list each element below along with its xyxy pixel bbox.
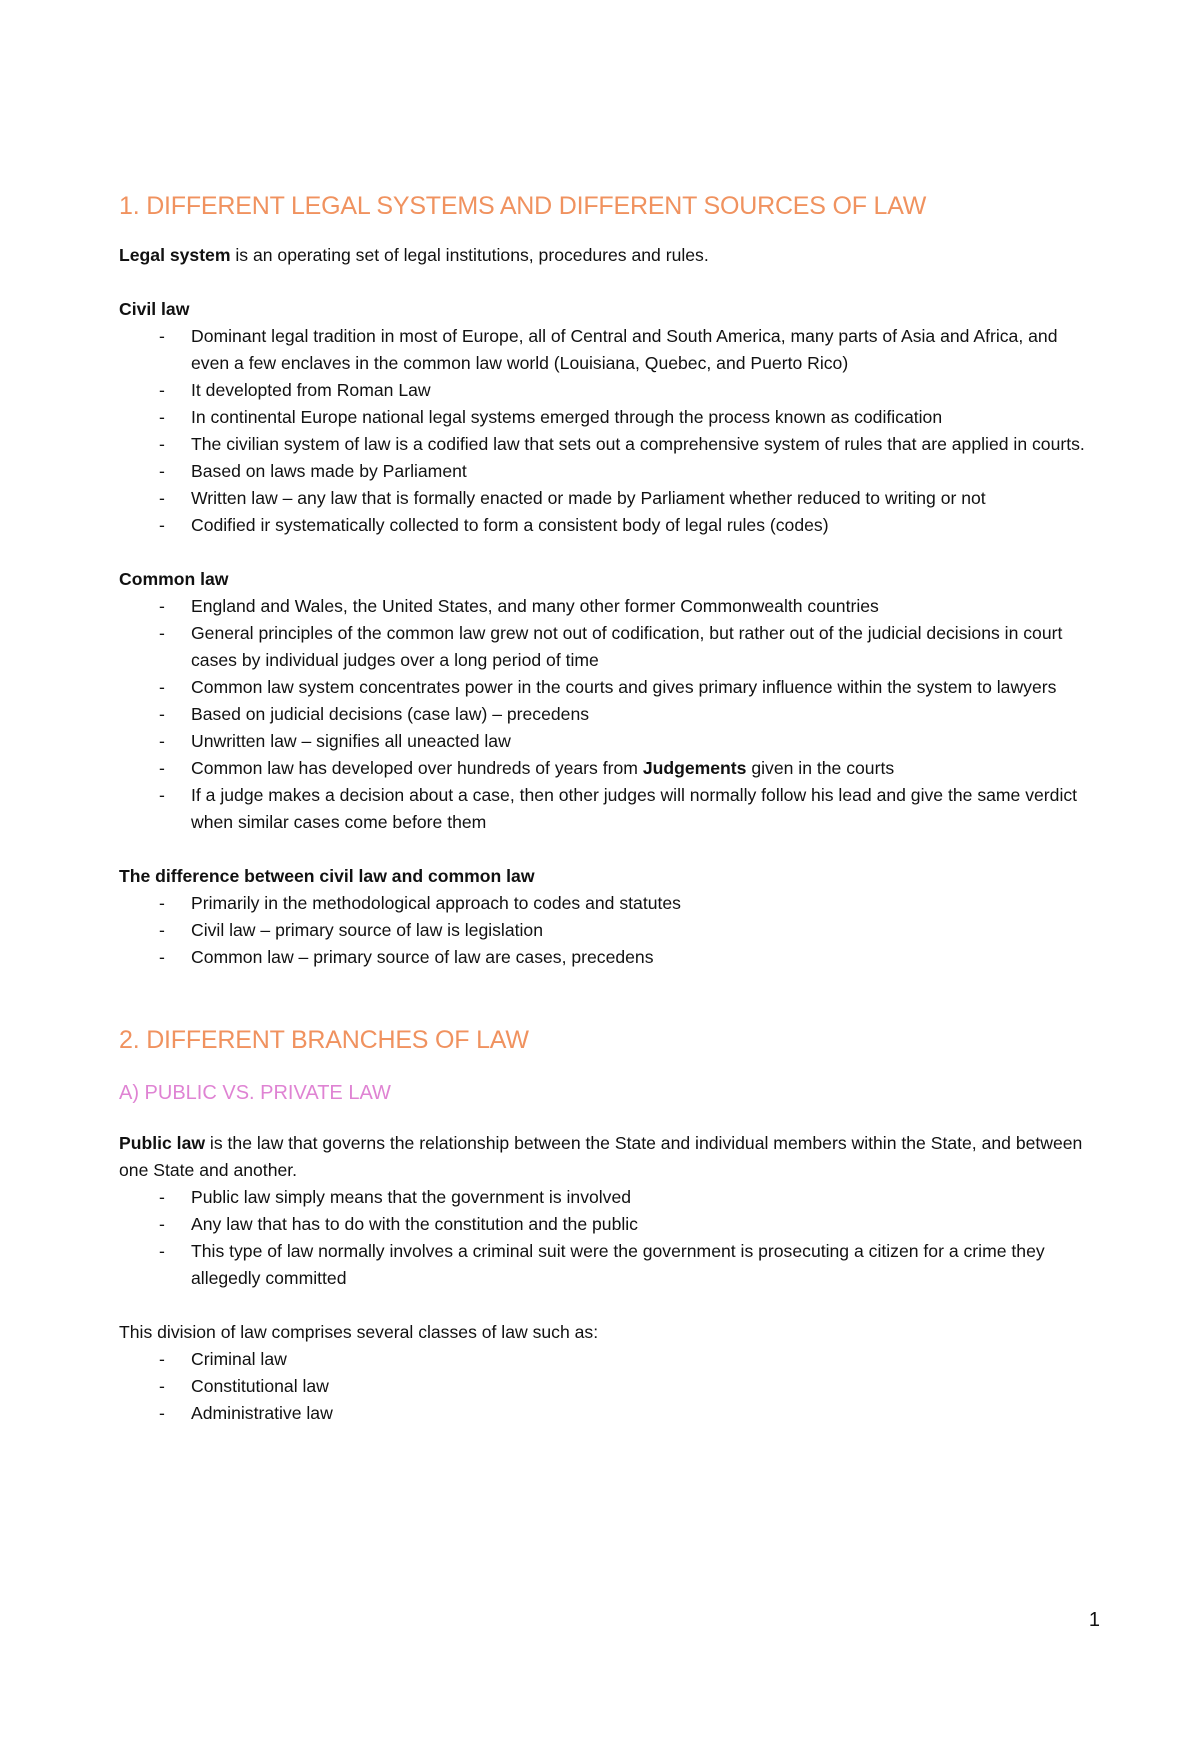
list-item: - This type of law normally involves a criminal suit were the government is prosecuting a citizen for a crime they allegedly committed bbox=[119, 1238, 1099, 1292]
list-item: - Primarily in the methodological approach to codes and statutes bbox=[119, 890, 1099, 917]
page-number: 1 bbox=[1088, 1609, 1100, 1631]
legal-system-term: Legal system bbox=[119, 245, 231, 265]
list-item-text: given in the courts bbox=[746, 758, 895, 778]
section-1-heading: 1. DIFFERENT LEGAL SYSTEMS AND DIFFERENT SOURCES OF LAW bbox=[119, 192, 927, 220]
subsection-a-heading: A) PUBLIC VS. PRIVATE LAW bbox=[119, 1082, 391, 1104]
public-law-definition-text: is the law that governs the relationship between the State and individual members within the State, and between one State and another. bbox=[119, 1133, 1083, 1180]
list-item: - Constitutional law bbox=[119, 1373, 1099, 1400]
list-item: - Criminal law bbox=[119, 1346, 1099, 1373]
list-item: - It developted from Roman Law bbox=[119, 377, 1099, 404]
list-item: - In continental Europe national legal systems emerged through the process known as codification bbox=[119, 404, 1099, 431]
difference-heading: The difference between civil law and common law bbox=[119, 866, 535, 886]
list-item bbox=[119, 755, 1099, 782]
list-item: - Civil law – primary source of law is legislation bbox=[119, 917, 1099, 944]
judgements-term: Judgements bbox=[642, 758, 747, 778]
list-item: - Common law system concentrates power in the courts and gives primary influence within the system to lawyers bbox=[119, 674, 1099, 701]
common-law-heading: Common law bbox=[119, 569, 229, 589]
list-item: - Administrative law bbox=[119, 1400, 1099, 1427]
legal-system-definition bbox=[119, 242, 1099, 269]
list-item: - England and Wales, the United States, and many other former Commonwealth countries bbox=[119, 593, 1099, 620]
list-item: - The civilian system of law is a codified law that sets out a comprehensive system of rules that are applied in courts. bbox=[119, 431, 1099, 458]
legal-system-definition-text: is an operating set of legal institutions, procedures and rules. bbox=[230, 245, 709, 265]
list-item: - Based on laws made by Parliament bbox=[119, 458, 1099, 485]
civil-law-list bbox=[119, 323, 1099, 539]
list-item: - Any law that has to do with the constitution and the public bbox=[119, 1211, 1099, 1238]
public-law-list bbox=[119, 1184, 1099, 1292]
list-item: - Based on judicial decisions (case law) – precedens bbox=[119, 701, 1099, 728]
list-item: - Written law – any law that is formally enacted or made by Parliament whether reduced to writing or not bbox=[119, 485, 1099, 512]
civil-law-heading: Civil law bbox=[119, 299, 190, 319]
list-item: - Public law simply means that the government is involved bbox=[119, 1184, 1099, 1211]
public-law-definition bbox=[119, 1130, 1099, 1184]
public-law-term: Public law bbox=[119, 1133, 206, 1153]
page-content bbox=[119, 190, 1099, 1427]
difference-list bbox=[119, 890, 1099, 971]
list-item: - Dominant legal tradition in most of Europe, all of Central and South America, many parts of Asia and Africa, and even a few enclaves in the common law world (Louisiana, Quebec, and Puerto Rico) bbox=[119, 323, 1099, 377]
division-list bbox=[119, 1346, 1099, 1427]
list-item: - Common law – primary source of law are cases, precedens bbox=[119, 944, 1099, 971]
list-item: - Codified ir systematically collected to form a consistent body of legal rules (codes) bbox=[119, 512, 1099, 539]
division-intro: This division of law comprises several classes of law such as: bbox=[119, 1322, 599, 1342]
list-item-text: Common law has developed over hundreds of years from bbox=[191, 758, 643, 778]
section-2-heading: 2. DIFFERENT BRANCHES OF LAW bbox=[119, 1026, 529, 1054]
list-item: - If a judge makes a decision about a case, then other judges will normally follow his lead and give the same verdict when similar cases come before them bbox=[119, 782, 1099, 836]
common-law-list bbox=[119, 593, 1099, 836]
list-item: - General principles of the common law grew not out of codification, but rather out of the judicial decisions in court cases by individual judges over a long period of time bbox=[119, 620, 1099, 674]
list-item: - Unwritten law – signifies all uneacted law bbox=[119, 728, 1099, 755]
